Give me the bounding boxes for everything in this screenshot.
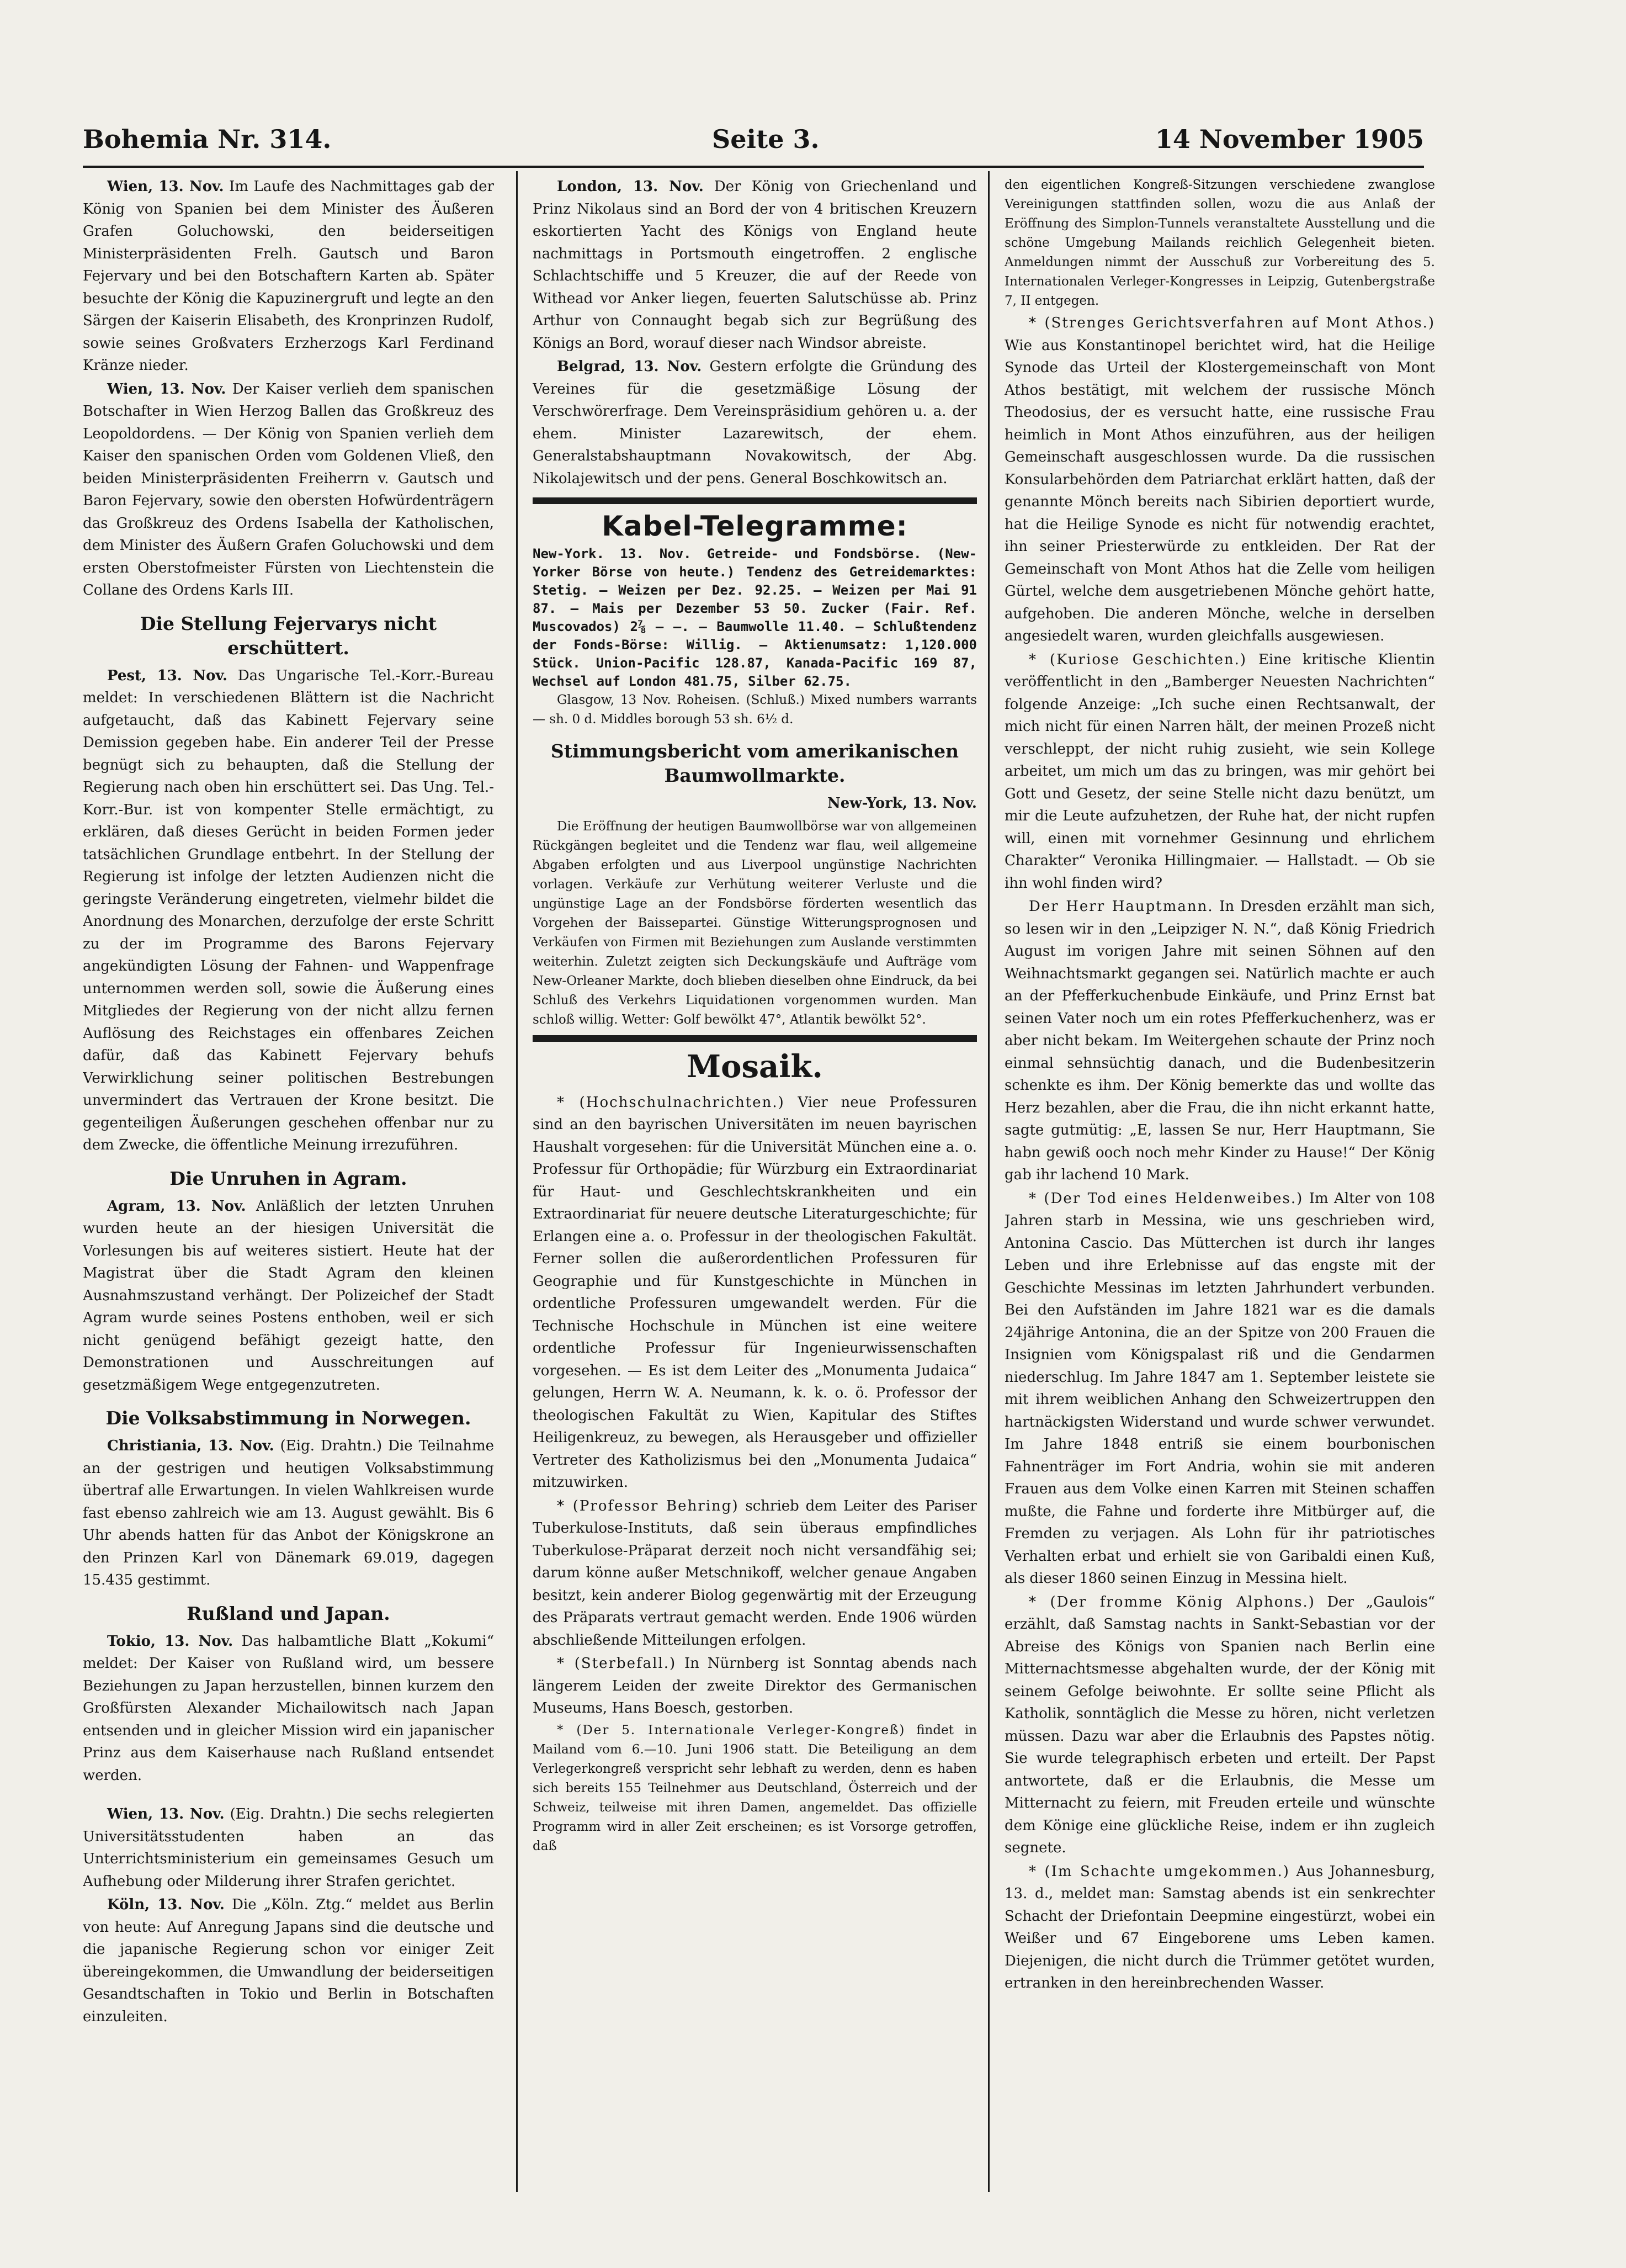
- dateline-newyork: New-York, 13. Nov.: [827, 795, 977, 812]
- item-lead: * (Professor Behring): [557, 1497, 739, 1514]
- dateline: Tokio, 13. Nov.: [107, 1633, 233, 1650]
- item-lead: * (Hochschulnachrichten.): [557, 1094, 785, 1111]
- item-behring: [533, 1495, 977, 1652]
- article-text: Die „Köln. Ztg.“ meldet aus Berlin von heute: Auf Anregung Japans sind die deutsche und die japanische Regierung schon vor einiger Zeit übereingekommen, die Umwandlung der beiderseitigen Gesandtschaften in Tokio und Berlin in Botschaften einzuleiten.: [83, 1896, 494, 2025]
- item-lead: * (Der 5. Internationale Verleger-Kongreß): [557, 1723, 906, 1737]
- dateline: Köln, 13. Nov.: [107, 1896, 225, 1913]
- article-agram: [83, 1195, 494, 1397]
- dateline: Christiania, 13. Nov.: [107, 1438, 274, 1454]
- item-schacht: [1005, 1861, 1435, 1995]
- kabel-glasgow-quote: Glasgow, 13 Nov. Roheisen. (Schluß.) Mixed numbers warrants — sh. 0 d. Middles borough 53 sh. 6½ d.: [533, 693, 977, 727]
- item-koenig-alphons: [1005, 1591, 1435, 1859]
- article-wien-2: [83, 378, 494, 602]
- kabel-newyork-quotes: New-York. 13. Nov. Getreide- und Fondsbörse. (New-Yorker Börse von heute.) Tendenz des Getreidemarktes: Stetig. — Weizen per Dez. 92.25. — Weizen per Mai 91 87. — Mais per Dezember 53 50. Zucker (Fair. Ref. Muscovados) 2⅞ — —. — Baumwolle 11.40. — Schlußtendenz der Fonds-Börse: Willig. — Aktienumsatz: 1,120.000 Stück. Union-Pacific 128.87, Kanada-Pacific 169 87, Wechsel auf London 481.75, Silber 62.75.: [533, 546, 977, 689]
- headline-baumwolle: Stimmungsbericht vom amerikanischen Baumwollmarkte.: [550, 740, 959, 786]
- item-text: In Nürnberg ist Sonntag abends nach längerem Leiden der zweite Direktor des Germanischen Museums, Hans Boesch, gestorben.: [533, 1655, 977, 1716]
- item-lead: * (Strenges Gerichtsverfahren auf Mont Athos.): [1029, 315, 1435, 331]
- item-lead: * (Der fromme König Alphons.): [1029, 1593, 1315, 1610]
- header-issue: Bohemia Nr. 314.: [83, 124, 332, 154]
- article-text: Der Kaiser verlieh dem spanischen Botschafter in Wien Herzog Ballen das Großkreuz des Leopoldordens. — Der König von Spanien verlieh dem Kaiser den spanischen Orden vom Goldenen Vließ, den beiden Ministerpräsidenten Freiherrn v. Gautsch und Baron Fejervary, sowie den obersten Hofwürdenträgern das Großkreuz des Ordens Isabella der Katholischen, dem Minister des Äußern Grafen Goluchowski und dem ersten Oberstofmeister Fürsten von Liechtenstein die Collane des Ordens Karls III.: [83, 380, 494, 598]
- item-text: Wie aus Konstantinopel berichtet wird, hat die Heilige Synode das Urteil der Klostergemeinschaft von Mont Athos bestätigt, mit welchem der russische Mönch Theodosius, der es versucht hatte, eine russische Frau heimlich in Mont Athos einzuführen, aus der heiligen Gemeinschaft ausgeschlossen wurde. Da die russischen Konsularbehörden dem Patriarchat erklärt hatten, daß der genannte Mönch bereits nach Sibirien deportiert wurde, hat die Heilige Synode es nicht für notwendig erachtet, ihn seiner Priesterwürde zu entkleiden. Der Rat der Gemeinschaft von Mont Athos hat die Zelle vom heiligen Gürtel, welche dem ausgetriebenen Mönche gehört hatte, aufgehoben. Die anderen Mönche, welche in derselben angesiedelt waren, wurden gleichfalls ausgewiesen.: [1005, 337, 1435, 644]
- item-heldenweib: [1005, 1188, 1435, 1590]
- column-rule-2: [988, 171, 990, 2192]
- item-text: findet in Mailand vom 6.—10. Juni 1906 statt. Die Beteiligung an dem Verlegerkongreß verspricht sehr lebhaft zu werden, denn es haben sich bereits 155 Teilnehmer aus Deutschland, Österreich und der Schweiz, teilweise mit ihren Damen, angemeldet. Das offizielle Programm wird in aller Zeit erscheinen; es ist Vorsorge getroffen, daß: [533, 1723, 977, 1853]
- running-header: [83, 124, 1424, 163]
- item-lead: * (Kuriose Geschichten.): [1029, 651, 1247, 668]
- item-text: Aus Johannesburg, 13. d., meldet man: Samstag abends ist ein senkrechter Schacht der Driefontain Deepmine eingestürzt, wobei ein Weißer und 67 Eingeborene ums Leben kamen. Diejenigen, die nicht durch die Trümmer getötet wurden, ertranken in den hereinbrechenden Wasser.: [1005, 1863, 1435, 1991]
- article-belgrad: [533, 356, 977, 490]
- item-mont-athos: [1005, 312, 1435, 648]
- article-text: (Eig. Drahtn.) Die sechs relegierten Universitätsstudenten haben an das Unterrichtsministerium ein gemeinsames Gesuch um Aufhebung oder Milderung ihrer Strafen gerichtet.: [83, 1806, 494, 1890]
- item-text: Der „Gaulois“ erzählt, daß Samstag nachts in Sankt-Sebastian vor der Abreise des Königs von Spanien nach Berlin eine Mitternachtsmesse abgehalten wurde, der der König mit seinem Gefolge beiwohnte. Er sollte seine Pflicht als Katholik, sonntäglich die Messe zu hören, nicht verletzen müssen. Dazu war aber die Erlaubnis des Papstes nötig. Sie wurde telegraphisch erbeten und erteilt. Der Papst antwortete, daß er die Erlaubnis, die Messe um Mitternacht zu feiern, mit Freuden erteile und wünschte dem Könige eine glückliche Reise, indem er ihn zugleich segnete.: [1005, 1593, 1435, 1856]
- dateline: London, 13. Nov.: [557, 178, 704, 195]
- headline-agram: Die Unruhen in Agram.: [169, 1167, 407, 1189]
- item-text: Vier neue Professuren sind an den bayrischen Universitäten im neuen bayrischen Haushalt vorgesehen: für die Universität München eine a. o. Professur für Orthopädie; für Würzburg ein Extraordinariat für Haut- und Geschlechtskrankheiten und ein Extraordinariat für neuere deutsche Literaturgeschichte; für Erlangen eine a. o. Professur in der theologischen Fakultät. Ferner sollen die außerordentlichen Professuren für Geographie und für Kunstgeschichte in München in ordentliche Professuren umgewandelt werden. Für die Technische Hochschule in München ist eine weitere ordentliche Professur für Ingenieurwissenschaften vorgesehen. — Es ist dem Leiter des „Monumenta Judaica“ gelungen, Herrn W. A. Neumann, k. k. o. ö. Professor der theologischen Fakultät zu Wien, Kapitular des Stiftes Heiligenkreuz, zu bewegen, als Herausgeber und offizieller Vertreter des Katholizismus bei den „Monumenta Judaica“ mitzuwirken.: [533, 1094, 977, 1491]
- article-christiania: [83, 1435, 494, 1592]
- headline-norwegen: Die Volksabstimmung in Norwegen.: [105, 1407, 471, 1429]
- item-verleger-kongress-cont: den eigentlichen Kongreß-Sitzungen verschiedene zwanglose Vereinigungen stattfinden sollen, wozu die aus Anlaß der Eröffnung des Simplon-Tunnels veranstaltete Ausstellung und die schöne Umgebung Mailands reichlich Gelegenheit bieten. Anmeldungen nimmt der Ausschuß zur Vorbereitung des 5. Internationalen Verleger-Kongresses in Leipzig, Gutenbergstraße 7, II entgegen.: [1005, 178, 1435, 308]
- article-wien-3: [83, 1803, 494, 1893]
- kabel-telegramme-title: Kabel-Telegramme:: [602, 510, 908, 542]
- column-middle: [533, 176, 977, 2218]
- item-text: Eine kritische Klientin veröffentlicht in den „Bamberger Neuesten Nachrichten“ folgende Anzeige: „Ich suche einen Rechtsanwalt, der mich nicht für einen Narren hält, der meinen Prozeß nicht verschleppt, der nicht ruhig zusieht, wie sein Kollege arbeitet, um mich um das zu bringen, was mir gehört bei Gott und Gesetz, der seine Stelle nicht dazu benützt, um mir die Leute aufzuhetzen, der Ruhe hat, der nicht rupfen will, einen mit vornehmer Gesinnung und ehrlichem Charakter“ Veronika Hillingmaier. — Hallstadt. — Ob sie ihn wohl finden wird?: [1005, 651, 1435, 892]
- article-koeln: [83, 1894, 494, 2028]
- article-text: (Eig. Drahtn.) Die Teilnahme an der gestrigen und heutigen Volksabstimmung übertraf alle Erwartungen. In vielen Wahlkreisen wurde fast ebenso zahlreich wie am 13. August gewählt. Bis 6 Uhr abends hatten für das Anbot der Königskrone an den Prinzen Karl von Dänemark 69.019, dagegen 15.435 gestimmt.: [83, 1438, 494, 1588]
- article-tokio: [83, 1630, 494, 1787]
- item-lead: * (Sterbefall.): [557, 1655, 677, 1672]
- item-sterbefall: [533, 1652, 977, 1720]
- item-verleger-kongress: [533, 1721, 977, 1856]
- kabel-telegramme-section: [533, 497, 977, 729]
- item-herr-hauptmann: [1005, 895, 1435, 1186]
- item-lead: Der Herr Hauptmann.: [1029, 898, 1214, 915]
- header-rule: [83, 166, 1424, 168]
- item-lead: * (Der Tod eines Heldenweibes.): [1029, 1190, 1304, 1207]
- dateline: Agram, 13. Nov.: [107, 1197, 246, 1215]
- article-baumwolle: Die Eröffnung der heutigen Baumwollbörse war von allgemeinen Rückgängen begleitet und die Tendenz war flau, weil allgemeine Abgaben erfolgten und aus Liverpool ungünstige Nachrichten vorlagen. Verkäufe zur Verhütung weiterer Verluste und die ungünstige Lage an der Fondsbörse förderten wesentlich das Vorgehen der Baissepartei. Günstige Witterungsprognosen und Verkäufen von Firmen mit Beziehungen zum Auslande verstimmten weiterhin. Zuletzt zeigten sich Deckungskäufe und Aufträge vom New-Orleaner Markte, doch blieben dieselben ohne Eindruck, da bei Schluß des Verkehrs Liquidationen vorgenommen wurden. Man schloß willig. Wetter: Golf bewölkt 47°, Atlantik bewölkt 52°.: [533, 819, 977, 1027]
- item-text: Im Alter von 108 Jahren starb in Messina, wie uns geschrieben wird, Antonina Cascio. Das Mütterchen ist durch ihr langes Leben und ihre Erlebnisse auf das engste mit der Geschichte Messinas im letzten Jahrhundert verbunden. Bei den Aufständen im Jahre 1821 war es die damals 24jährige Antonina, die an der Spitze von 200 Frauen die Insignien vom Königspalast riß und die Gendarmen niederschlug. Im Jahre 1847 am 1. September leistete sie mit ihrem weiblichen Anhang den Schweizertruppen den hartnäckigsten Widerstand und wurde schwer verwundet. Im Jahre 1848 entriß sie einem bourbonischen Fahnenträger im Fort Andria, wohin sie mit anderen Frauen aus dem Volke einen Karren mit Steinen schaffen mußte, die Fahne und forderte ihre Mitbürger auf, die Fremden zu verjagen. Als Lohn für ihr patriotisches Verhalten erbat und erhielt sie von Garibaldi einen Kuß, als dieser 1860 seinen Einzug in Messina hielt.: [1005, 1190, 1435, 1587]
- column-rule-1: [516, 171, 518, 2192]
- item-text: In Dresden erzählt man sich, so lesen wir in den „Leipziger N. N.“, daß König Friedrich August im vorigen Jahre mit seinen Söhnen auf den Weihnachtsmarkt gegangen sei. Natürlich machte er auch an der Pfefferkuchenbude Einkäufe, und Prinz Ernst bat seinen Vater noch um ein rotes Pfefferkuchenherz, was er aber nicht bekam. Im Weitergehen schaute der Prinz noch einmal sehnsüchtig danach, und die Budenbesitzerin schenkte es ihm. Der König bemerkte das und wollte das Herz bezahlen, aber die Frau, die ihn nicht erkannt hatte, sagte gutmütig: „E, lassen Se nur, Herr Hauptmann, Sie habn gewiß ooch noch mehr Kinder zu Hause!“ Der König gab ihr lachend 10 Mark.: [1005, 898, 1435, 1183]
- section-divider: [533, 1035, 977, 1042]
- column-left: [83, 176, 494, 2218]
- section-divider: [533, 497, 977, 504]
- headline-russland-japan: Rußland und Japan.: [187, 1602, 390, 1624]
- article-wien-1: [83, 176, 494, 377]
- dateline: Pest, 13. Nov.: [107, 667, 228, 684]
- article-london: [533, 176, 977, 354]
- dateline: Wien, 13. Nov.: [107, 380, 226, 398]
- item-kuriose-geschichten: [1005, 649, 1435, 895]
- article-text: Anläßlich der letzten Unruhen wurden heute an der hiesigen Universität die Vorlesungen bis auf weiteres sistiert. Heute hat der Magistrat über die Stadt Agram den kleinen Ausnahmszustand verhängt. Der Polizeichef der Stadt Agram wurde seines Postens enthoben, weil er sich nicht genügend befähigt gezeigt hatte, den Demonstrationen und Ausschreitungen auf gesetzmäßigem Wege entgegenzutreten.: [83, 1197, 494, 1393]
- header-date: 14 November 1905: [1155, 124, 1424, 154]
- mosaik-section-title: Mosaik.: [687, 1048, 823, 1085]
- header-page-number: Seite 3.: [712, 124, 820, 154]
- article-text: Der König von Griechenland und Prinz Nikolaus sind an Bord der von 4 britischen Kreuzern eskortierten Yacht des Königs von England heute nachmittags in Portsmouth eingetroffen. 2 englische Schlachtschiffe und 5 Kreuzer, die auf der Reede von Withead vor Anker liegen, feuerten Salutschüsse ab. Prinz Arthur von Connaught begab sich zur Begrüßung des Königs an Bord, worauf dieser nach Windsor abreiste.: [533, 178, 977, 352]
- article-text: Gestern erfolgte die Gründung des Vereines für die gesetzmäßige Lösung der Verschwörerfrage. Dem Vereinspräsidium gehören u. a. der ehem. Minister Lazarewitsch, der ehem. Generalstabshauptmann Novakowitsch, der Abg. Nikolajewitsch und der pens. General Boschkowitsch an.: [533, 358, 977, 487]
- article-pest: [83, 665, 494, 1157]
- article-text: Im Laufe des Nachmittages gab der König von Spanien bei dem Minister des Äußeren Grafen Goluchowski, den beiderseitigen Ministerpräsidenten Frelh. Gautsch und Baron Fejervary und bei den Botschaftern Karten ab. Später besuchte der König die Kapuzinergruft und legte an den Särgen der Kaiserin Elisabeth, des Kronprinzen Rudolf, sowie seines Großvaters Erzherzogs Karl Ferdinand Kränze nieder.: [83, 178, 494, 374]
- column-right: [1005, 176, 1435, 2218]
- item-lead: * (Im Schachte umgekommen.): [1029, 1863, 1290, 1880]
- headline-fejervary: Die Stellung Fejervarys nicht erschüttert.: [140, 612, 437, 659]
- article-text: Das Ungarische Tel.-Korr.-Bureau meldet: In verschiedenen Blättern ist die Nachricht aufgetaucht, daß das Kabinett Fejervary seine Demission gegeben habe. Ein anderer Teil der Presse begnügt sich zu behaupten, daß die Stellung der Regierung nach oben hin erschüttert sei. Das Ung. Tel.-Korr.-Bur. ist von kompenter Stelle ermächtigt, zu erklären, daß dieses Gerücht in beiden Formen jeder tatsächlichen Grundlage entbehrt. In der Stellung der Regierung ist infolge der letzten Audienzen nicht die geringste Veränderung eingetreten, vielmehr bildet die Anordnung des Monarchen, derzufolge der erste Schritt zu der im Programme des Barons Fejervary angekündigten Lösung der Fahnen- und Wappenfrage unternommen werden soll, sowie die Äußerung eines Mitgliedes der Regierung von der nicht allzu fernen Auflösung des Reichstages ein offenbares Zeichen dafür, daß das Kabinett Fejervary behufs Verwirklichung seiner politischen Bestrebungen unvermindert das Vertrauen der Krone besitzt. Die gegenteiligen Äußerungen geschehen offenbar nur zu dem Zwecke, die öffentliche Meinung irrezuführen.: [83, 667, 494, 1153]
- item-text: schrieb dem Leiter des Pariser Tuberkulose-Instituts, daß sein überaus empfindliches Tuberkulose-Präparat derzeit noch nicht versandfähig sei; darum könne außer Metschnikoff, welcher genaue Angaben besitzt, kein anderer Biolog gegenwärtig mit der Erzeugung des Präparats vertraut gemacht werden. Ende 1906 würden abschließende Mitteilungen erfolgen.: [533, 1497, 977, 1649]
- article-text: Das halbamtliche Blatt „Kokumi“ meldet: Der Kaiser von Rußland wird, um bessere Beziehungen zu Japan herzustellen, binnen kurzem den Großfürsten Alexander Michailowitsch nach Japan entsenden und in gleicher Mission wird ein japanischer Prinz aus dem Kaiserhause nach Rußland entsendet werden.: [83, 1633, 494, 1784]
- dateline: Wien, 13. Nov.: [107, 1806, 225, 1822]
- dateline: Belgrad, 13. Nov.: [557, 358, 702, 375]
- dateline: Wien, 13. Nov.: [107, 178, 224, 195]
- item-hochschulnachrichten: [533, 1091, 977, 1494]
